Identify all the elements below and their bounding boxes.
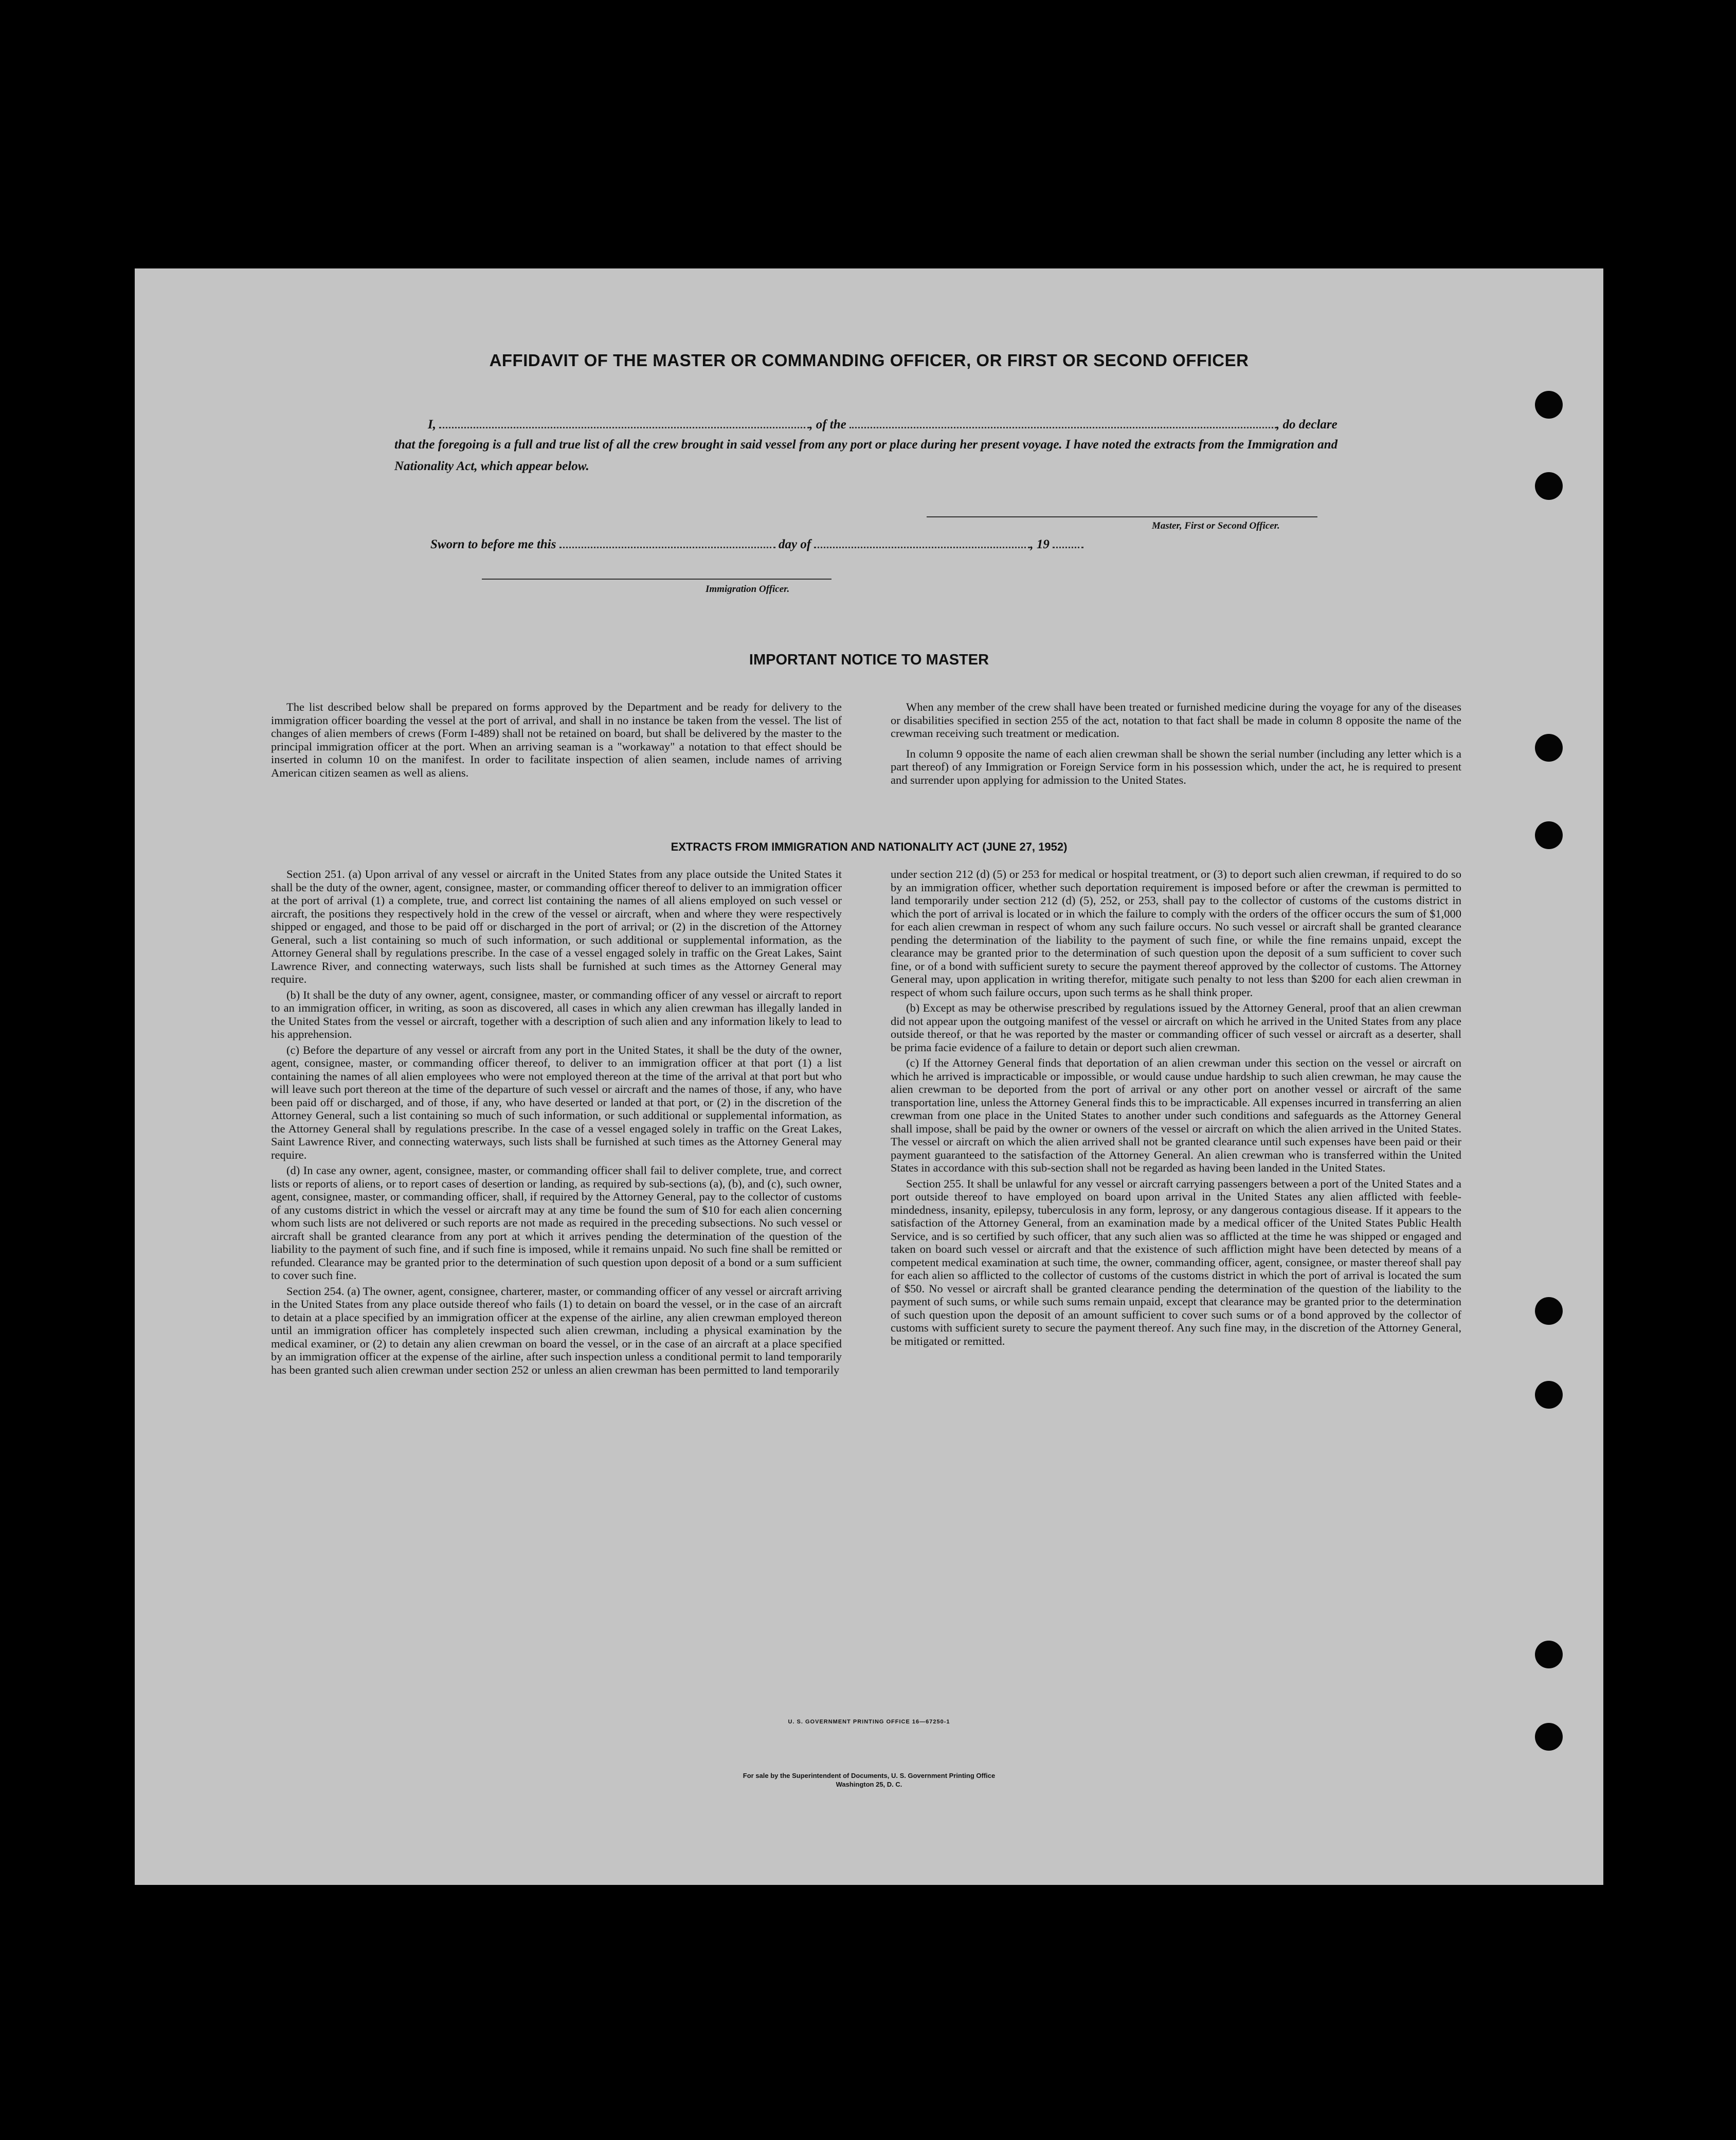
master-signature-label: Master, First or Second Officer. [1152,520,1280,531]
notice-right-column [891,700,1461,789]
affidavit-title: AFFIDAVIT OF THE MASTER OR COMMANDING OFFICER, OR FIRST OR SECOND OFFICER [489,351,1249,370]
i-label: I, [428,418,436,431]
section-251a: Section 251. (a) Upon arrival of any vessel or aircraft in the United States from any place outside the United States it shall be the duty of the owner, agent, consignee, master, or commanding officer thereof to deliver to an immigration officer at the port of arrival (1) a complete, true, and correct list containing the names of all aliens employed on such vessel or aircraft, the positions they respectively hold in the crew of the vessel or aircraft, when and where they were respectively shipped or engaged, and those to be paid off or discharged in the port of arrival; or (2) in the discretion of the Attorney General, such a list containing so much of such information, or such additional or supplemental information, as the Attorney General shall by regulations prescribe. In the case of a vessel engaged solely in traffic on the Great Lakes, Saint Lawrence River, and connecting waterways, such lists shall be furnished at such times as the Attorney General may require. [271,868,842,985]
sworn-line [430,537,1083,552]
punch-hole-7 [1535,1641,1563,1668]
notice-right-paragraph-1: When any member of the crew shall have been treated or furnished medicine during the voyage for any of the diseases or disabilities specified in section 255 of the act, notation to that fact shall be made in column 8 opposite the name of the crewman receiving such treatment or medication. [891,700,1461,740]
document-page [135,268,1603,1885]
extracts-left-column [271,868,842,1379]
notice-left-paragraph: The list described below shall be prepared on forms approved by the Department and be ready for delivery to the immigration officer boarding the vessel at the port of arrival, and shall in no instance be taken from the vessel. The list of changes of alien members of crews (Form I-489) shall not be retained on board, but shall be delivered by the master to the principal immigration officer at the port. When an arriving seaman is a "workaway" a notation to that effect should be inserted in column 10 on the manifest. In order to facilitate inspection of alien seamen, include names of arriving American citizen seamen as well as aliens. [271,700,842,779]
sworn-label: Sworn to before me this [430,537,556,551]
section-254b: (b) Except as may be otherwise prescribed by regulations issued by the Attorney General, proof that an alien crewman did not appear upon the outgoing manifest of the vessel or aircraft on which he arrived in the United States from any place outside thereof, or that he was reported by the master or commanding officer of such vessel or aircraft as a deserter, shall be prima facie evidence of a failure to detain or deport such alien crewman. [891,1001,1461,1054]
extracts-title: EXTRACTS FROM IMMIGRATION AND NATIONALITY ACT (JUNE 27, 1952) [671,840,1068,853]
section-251b: (b) It shall be the duty of any owner, agent, consignee, master, or commanding officer of any vessel or aircraft to report to an immigration officer, in writing, as soon as discovered, all cases in which any alien crewman has illegally landed in the United States from the vessel or aircraft, together with a description of such alien and any information likely to lead to his apprehension. [271,988,842,1040]
punch-hole-6 [1535,1381,1563,1409]
section-254c: (c) If the Attorney General finds that deportation of an alien crewman under this section on the vessel or aircraft on which he arrived is impracticable or impossible, or would cause undue hardship to such alien crewman, he may cause the alien crewman to be deported from the port of arrival or any other port on another vessel or aircraft of the same transportation line, unless the Attorney General finds this to be impracticable. All expenses incurred in transferring an alien crewman from one place in the United States to another under such conditions and safeguards as the Attorney General shall impose, shall be paid by the owner or owners of the vessel or aircraft on which the alien arrived in the United States. The vessel or aircraft on which the alien arrived shall not be granted clearance until such expenses have been paid or their payment guaranteed to the satisfaction of the Attorney General. An alien crewman who is transferred within the United States in accordance with this sub-section shall not be regarded as having been landed in the United States. [891,1056,1461,1174]
section-254a-cont: under section 212 (d) (5) or 253 for medical or hospital treatment, or (3) to deport such alien crewman, if required to do so by an immigration officer, whether such deportation requirement is imposed before or after the crewman is permitted to land temporarily under section 212 (d) (5), 252, or 253, shall pay to the collector of customs of the customs district in which the port of arrival is located or in which the failure to comply with the orders of the officer occurs the sum of $1,000 for each alien crewman in respect of whom any such failure occurs. No such vessel or aircraft shall be granted clearance pending the determination of the liability to the payment of such fine, or while the fine remains unpaid, except the clearance may be granted prior to the determination of such question upon the deposit of a sum sufficient to cover such fine, or of a bond with sufficient surety to secure the payment thereof approved by the collector of customs. The Attorney General may, upon application in writing therefor, mitigate such penalty to not less than $200 for each alien crewman in respect of whom such failure occurs, upon such terms as he shall think proper. [891,868,1461,999]
notice-left-column [271,700,842,782]
day-of-label: day of [778,537,811,551]
notice-right-paragraph-2: In column 9 opposite the name of each alien crewman shall be shown the serial number (including any letter which is a part thereof) of any Immigration or Foreign Service form in his possession which, under the act, he is required to present and surrender upon applying for admission to the United States. [891,747,1461,786]
name-blank [439,424,809,428]
extracts-right-column [891,868,1461,1350]
sworn-month-blank [814,544,1030,548]
punch-hole-5 [1535,1297,1563,1325]
year-label: , 19 [1030,537,1050,551]
sale-line-1: For sale by the Superintendent of Documents, U. S. Government Printing Office [743,1772,996,1779]
punch-hole-3 [1535,734,1563,762]
declaration-text: that the foregoing is a full and true list of all the crew brought in said vessel from any port or place during her present voyage. I have noted the extracts from the Immigration and Nationality Act, which appear below. [394,438,1338,473]
vessel-blank [849,424,1276,428]
do-declare-label: , do declare [1276,418,1337,431]
punch-hole-1 [1535,391,1563,419]
of-the-label: , of the [809,418,846,431]
section-251c: (c) Before the departure of any vessel or aircraft from any port in the United States, it shall be the duty of the owner, agent, consignee, master, or commanding officer thereof, to deliver to an immigration officer at that port (1) a list containing the names of all alien employees who were not employed thereon at the time of the arrival at that port but who will leave such port thereon at the time of the departure of such vessel or aircraft and the names of those, if any, who have been paid off or discharged, and of those, if any, who have deserted or landed at that port, or (2) in the discretion of the Attorney General, such a list containing so much of such information, or such additional or supplemental information, as the Attorney General shall by regulations prescribe. In the case of a vessel engaged solely in traffic on the Great Lakes, Saint Lawrence River, and connecting waterways, such lists shall be furnished at such times as the Attorney General may require. [271,1043,842,1161]
punch-hole-2 [1535,472,1563,500]
sworn-day-blank [559,544,775,548]
sale-notice [135,1771,1603,1789]
sale-line-2: Washington 25, D. C. [836,1781,902,1788]
section-254a: Section 254. (a) The owner, agent, consignee, charterer, master, or commanding officer of any vessel or aircraft arriving in the United States from any place outside thereof who fails (1) to detain on board the vessel, or in the case of an aircraft to detain at a place specified by an immigration officer at the expense of the airline, any alien crewman employed thereon until an immigration officer has completely inspected such alien crewman, including a physical examination by the medical examiner, or (2) to detain any alien crewman on board the vessel, or in the case of an aircraft at a place specified by an immigration officer at the expense of the airline, after such inspection unless a conditional permit to land temporarily has been granted such alien crewman under section 252 or unless an alien crewman has been permitted to land temporarily [271,1284,842,1376]
declaration-line [428,418,1337,432]
section-255: Section 255. It shall be unlawful for any vessel or aircraft carrying passengers between a port of the United States and a port outside thereof to have employed on board upon arrival in the United States any alien afflicted with feeble-mindedness, insanity, epilepsy, tuberculosis in any form, leprosy, or any dangerous contagious disease. If it appears to the satisfaction of the Attorney General, from an examination made by a medical officer of the United States Public Health Service, and is so certified by such officer, that any such alien was so afflicted at the time he was shipped or engaged and taken on board such vessel or aircraft and that the existence of such affliction might have been detected by means of a competent medical examination at such time, the owner, commanding officer, agent, consignee, or master thereof shall pay for each alien so afflicted to the collector of customs of the customs district in which the port of arrival is located the sum of $50. No vessel or aircraft shall be granted clearance pending the determination of the question of the liability to the payment of such sums, or while such sums remain unpaid, except that clearance may be granted prior to the determination of such question upon the deposit of an amount sufficient to cover such sums or of a bond approved by the collector of customs with sufficient surety to secure the payment thereof. Any such fine may, in the discretion of the Attorney General, be mitigated or remitted. [891,1177,1461,1347]
officer-signature-label: Immigration Officer. [706,584,790,595]
section-251d: (d) In case any owner, agent, consignee, master, or commanding officer shall fail to deliver complete, true, and correct lists or reports of aliens, or to report cases of desertion or landing, as required by sub-sections (a), (b), and (c), such owner, agent, consignee, master, or commanding officer, shall, if required by the Attorney General, pay to the collector of customs of any customs district in which the vessel or aircraft may at any time be found the sum of $10 for each alien concerning whom such lists are not delivered or such reports are not made as required in the preceding subsections. No such vessel or aircraft shall be granted clearance from any port at which it arrives pending the determination of the question of the liability to the payment of such fine, and if such fine is imposed, while it remains unpaid. No such fine shall be remitted or refunded. Clearance may be granted prior to the determination of such question upon deposit of a bond or a sum sufficient to cover such fine. [271,1164,842,1282]
officer-signature-line [482,579,831,580]
master-signature-line [927,516,1317,517]
printing-office-line: U. S. GOVERNMENT PRINTING OFFICE 16—67250-1 [788,1719,950,1725]
sworn-year-blank [1053,544,1083,548]
punch-hole-8 [1535,1723,1563,1751]
notice-title: IMPORTANT NOTICE TO MASTER [749,652,989,668]
